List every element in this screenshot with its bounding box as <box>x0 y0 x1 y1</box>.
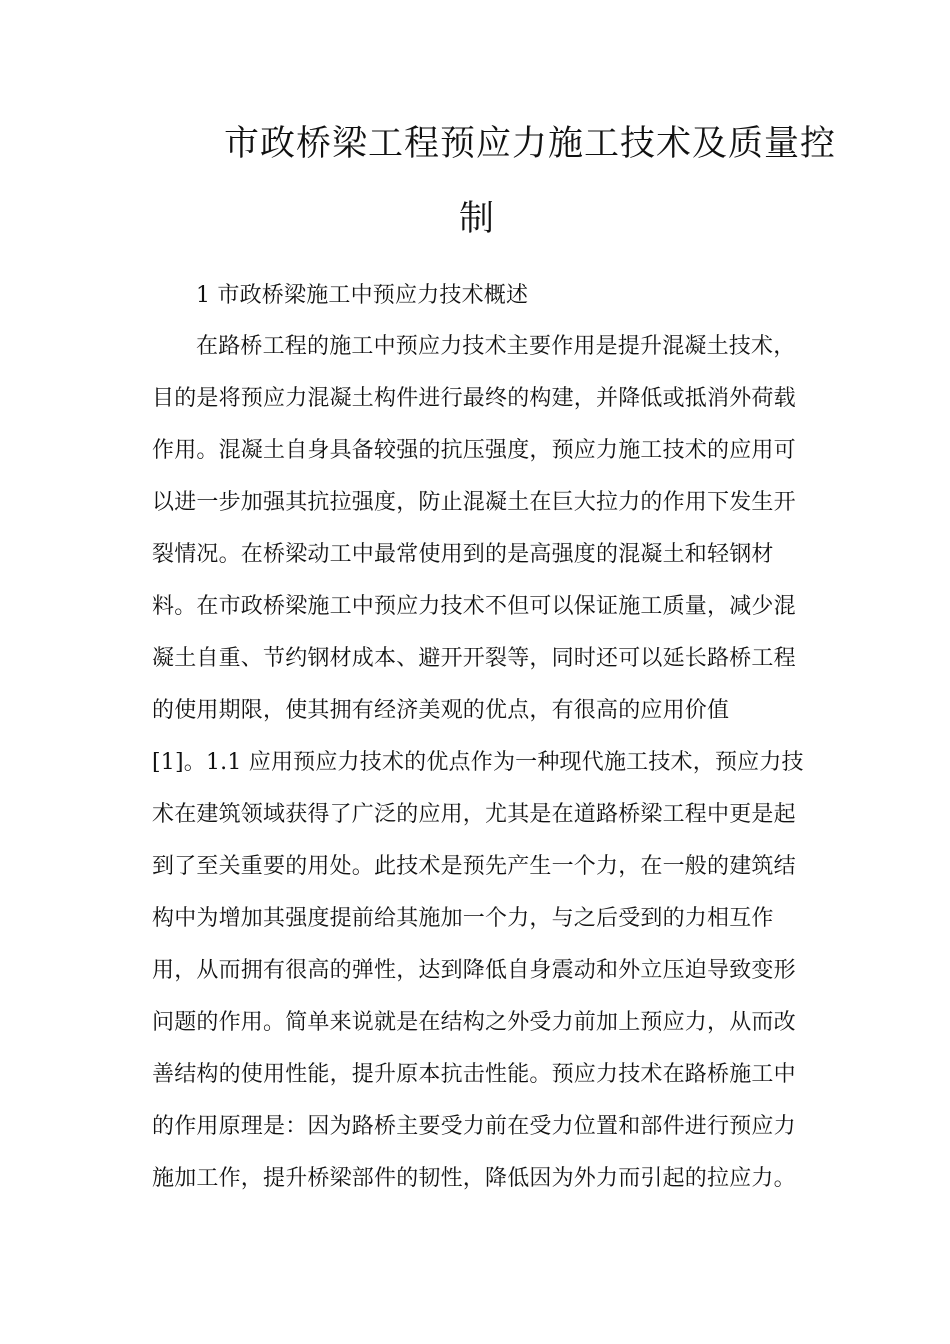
paragraph-line: 在路桥工程的施工中预应力技术主要作用是提升混凝土技术， <box>196 334 796 359</box>
section-heading: 1 市政桥梁施工中预应力技术概述 <box>196 283 529 308</box>
paragraph-line: 问题的作用。简单来说就是在结构之外受力前加上预应力，从而改 <box>152 1010 796 1035</box>
paragraph-line: 术在建筑领域获得了广泛的应用，尤其是在道路桥梁工程中更是起 <box>152 802 796 827</box>
document-title-line-2: 制 <box>459 199 496 239</box>
paragraph-line: 目的是将预应力混凝土构件进行最终的构建，并降低或抵消外荷载 <box>152 386 796 411</box>
paragraph-line: 以进一步加强其抗拉强度，防止混凝土在巨大拉力的作用下发生开 <box>152 490 796 515</box>
paragraph-line: 料。在市政桥梁施工中预应力技术不但可以保证施工质量，减少混 <box>152 594 796 619</box>
paragraph-line: 施加工作，提升桥梁部件的韧性，降低因为外力而引起的拉应力。 <box>152 1166 796 1191</box>
paragraph-line: 作用。混凝土自身具备较强的抗压强度，预应力施工技术的应用可 <box>152 438 796 463</box>
paragraph-line: 凝土自重、节约钢材成本、避开开裂等，同时还可以延长路桥工程 <box>152 646 796 671</box>
paragraph-line: 善结构的使用性能，提升原本抗击性能。预应力技术在路桥施工中 <box>152 1062 796 1087</box>
paragraph-line: 的使用期限，使其拥有经济美观的优点，有很高的应用价值 <box>152 698 730 723</box>
paragraph-line: [1]。1.1 应用预应力技术的优点作为一种现代施工技术，预应力技 <box>152 750 804 775</box>
paragraph-line: 裂情况。在桥梁动工中最常使用到的是高强度的混凝土和轻钢材 <box>152 542 774 567</box>
document-title-line-1: 市政桥梁工程预应力施工技术及质量控 <box>224 124 837 164</box>
paragraph-line: 构中为增加其强度提前给其施加一个力，与之后受到的力相互作 <box>152 906 774 931</box>
paragraph-line: 用，从而拥有很高的弹性，达到降低自身震动和外立压迫导致变形 <box>152 958 796 983</box>
paragraph-line: 的作用原理是：因为路桥主要受力前在受力位置和部件进行预应力 <box>152 1114 796 1139</box>
paragraph-line: 到了至关重要的用处。此技术是预先产生一个力，在一般的建筑结 <box>152 854 796 879</box>
